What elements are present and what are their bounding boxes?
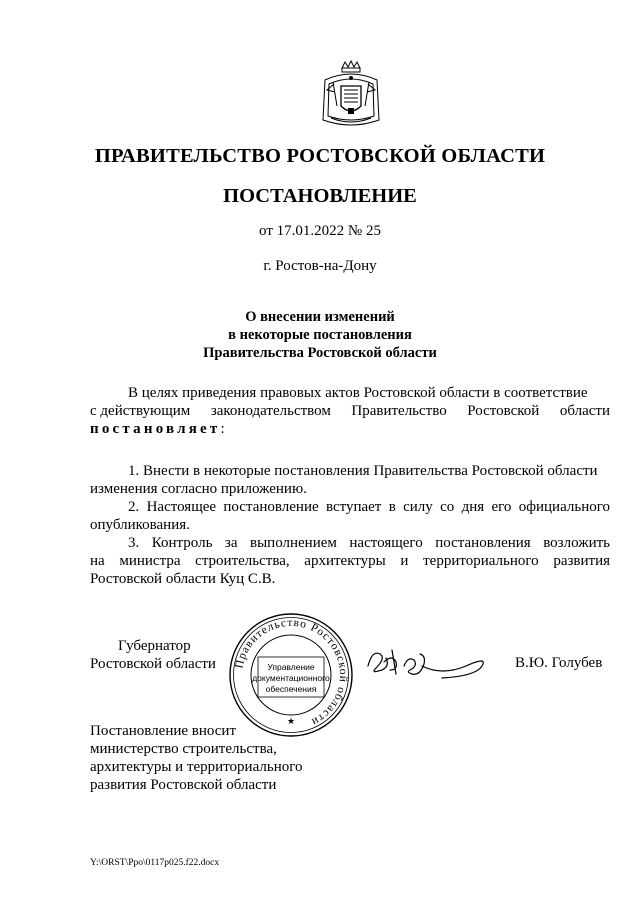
introduced-line: архитектуры и территориального	[90, 759, 303, 775]
document-date-number: от 17.01.2022 № 25	[259, 223, 381, 239]
preamble	[90, 384, 610, 438]
preamble-word: Правительство	[351, 403, 447, 419]
item-line	[90, 498, 610, 516]
signatory-position	[90, 637, 216, 673]
document-type: ПОСТАНОВЛЕНИЕ	[223, 185, 417, 207]
subject-line: в некоторые постановления	[228, 327, 412, 343]
decides-word: постановляет	[90, 421, 221, 437]
stamp-inner-line: обеспечения	[265, 684, 317, 694]
introduced-line: министерство строительства,	[90, 741, 277, 757]
item-1	[90, 462, 610, 498]
introduced-line: Постановление вносит	[90, 723, 237, 739]
document-city: г. Ростов-на-Дону	[263, 258, 377, 274]
stamp-inner-line: Управление	[267, 662, 315, 672]
file-path: Y:\ORST\Ppo\0117p025.f22.docx	[90, 858, 220, 868]
preamble-line: В целях приведения правовых актов Ростовской области в соответствие	[128, 385, 588, 401]
svg-text:★: ★	[286, 717, 296, 727]
signatory-name: В.Ю. Голубев	[515, 655, 603, 671]
subject-line: О внесении изменений	[245, 309, 395, 325]
decides-colon: :	[220, 421, 225, 437]
item-line: на министра строительства, архитектуры и территориального развития	[90, 553, 610, 569]
preamble-word: с действующим	[90, 403, 191, 419]
preamble-word: области	[559, 403, 610, 419]
coat-of-arms-icon	[315, 60, 387, 130]
position-line: Губернатор	[118, 638, 191, 654]
handwritten-signature	[362, 636, 490, 686]
preamble-word: законодательством	[210, 403, 331, 419]
item-2	[90, 498, 610, 534]
government-title: ПРАВИТЕЛЬСТВО РОСТОВСКОЙ ОБЛАСТИ	[94, 145, 546, 167]
item-line-text: 2. Настоящее постановление вступает в силу со дня его официального	[128, 499, 610, 515]
item-line: изменения согласно приложению.	[90, 481, 307, 497]
stamp-inner-line: документационного	[252, 673, 330, 683]
position-line: Ростовской области	[90, 656, 216, 672]
item-line: опубликования.	[90, 517, 190, 533]
document-subject	[0, 308, 640, 362]
preamble-word: Ростовской	[467, 403, 540, 419]
item-3	[90, 534, 610, 588]
preamble-line	[90, 402, 610, 420]
introduced-by	[90, 722, 303, 794]
official-stamp	[228, 612, 354, 738]
stamp-ring-text: Правительство Ростовской области	[233, 616, 350, 729]
subject-line: Правительства Ростовской области	[203, 345, 437, 361]
item-line: 3. Контроль за выполнением настоящего постановления возложить	[128, 535, 610, 551]
item-line: 1. Внести в некоторые постановления Правительства Ростовской области	[128, 463, 598, 479]
item-line: Ростовской области Куц С.В.	[90, 571, 276, 587]
preamble-decision	[90, 420, 610, 438]
introduced-line: развития Ростовской области	[90, 777, 277, 793]
